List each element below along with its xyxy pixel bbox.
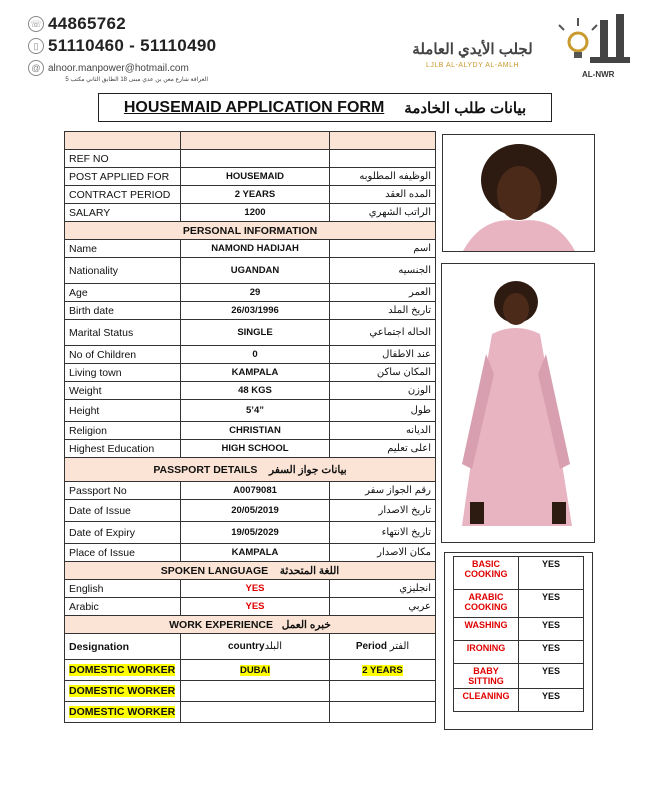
skill-row: IRONING YES [454,641,584,664]
table-row: No of Children 0 عند الاطفال [65,346,436,364]
skill-row: WASHING YES [454,618,584,641]
skill-row: BABY SITTING YES [454,664,584,689]
table-row: Marital Status SINGLE الحاله اجتماعي [65,320,436,346]
table-row: Age 29 العمر [65,284,436,302]
section-heading-passport: PASSPORT DETAILS بيانات جواز السفر [65,458,436,482]
company-name-ar: لجلب الأيدي العاملة [412,41,533,58]
mobile-icon: ▯ [28,38,44,54]
table-row: Date of Expiry 19/05/2029 تاريخ الانتهاء [65,522,436,544]
table-row: Religion CHRISTIAN الديانه [65,422,436,440]
table-row: POST APPLIED FOR HOUSEMAID الوظيفه المطلوبه [65,168,436,186]
table-row: Place of Issue KAMPALA مكان الاصدار [65,544,436,562]
table-row: DOMESTIC WORKER [65,702,436,723]
section-heading-experience: WORK EXPERIENCE خبره العمل [65,616,436,634]
company-logo [410,10,645,80]
table-row: Arabic YES عربي [65,598,436,616]
table-row: Highest Education HIGH SCHOOL اعلى تعليم [65,440,436,458]
phone-main-row [28,14,126,34]
section-heading-language: SPOKEN LANGUAGE اللغة المتحدثة [65,562,436,580]
title-en: HOUSEMAID APPLICATION FORM [123,98,385,116]
experience-header-row: Designation countryالبلد Period الفتر [65,634,436,660]
table-row: Passport No A0079081 رقم الجواز سفر [65,482,436,500]
table-row: SALARY 1200 الراتب الشهري [65,204,436,222]
email-row [28,60,189,76]
table-row: Birth date 26/03/1996 تاريخ الملد [65,302,436,320]
brand: AL-NWR [582,70,615,79]
skills-table [453,556,584,712]
blank-row [65,132,436,150]
email: alnoor.manpower@hotmail.com [48,62,189,74]
table-row: Name NAMOND HADIJAH اسم [65,240,436,258]
table-row: Weight 48 KGS الوزن [65,382,436,400]
table-row: Date of Issue 20/05/2019 تاريخ الاصدار [65,500,436,522]
phone-main: 44865762 [48,14,127,33]
phones-row [28,36,216,56]
table-row: REF NO [65,150,436,168]
table-row: DOMESTIC WORKER [65,681,436,702]
title-ar: بيانات طلب الخادمة [404,99,527,117]
phone-icon: ☏ [28,16,44,32]
table-row: CONTRACT PERIOD 2 YEARS المده العقد [65,186,436,204]
portrait-image [443,135,594,251]
company-name-en: LJLB AL-ALYDY AL-AMLH [425,62,520,69]
skill-row: CLEANING YES [454,689,584,712]
section-heading-personal: PERSONAL INFORMATION [65,222,436,240]
bulb-logo-icon [550,10,645,70]
phones: 51110460 - 51110490 [48,36,217,55]
form-title [98,93,552,122]
portrait-photo [442,134,595,252]
table-row: Living town KAMPALA المكان ساكن [65,364,436,382]
email-icon: @ [28,60,44,76]
full-body-image [442,264,594,542]
application-table [64,131,436,723]
table-row: English YES انجليزي [65,580,436,598]
skill-row: ARABIC COOKING YES [454,590,584,618]
full-body-photo [441,263,595,543]
address: الغرافة شارع معن بن عدي مبنى 18 الطابق الثاني مكتب 5 [65,77,208,83]
skill-row: BASIC COOKING YES [454,557,584,590]
table-row: Height 5’4” طول [65,400,436,422]
table-row: Nationality UGANDAN الجنسيه [65,258,436,284]
table-row: DOMESTIC WORKER DUBAI 2 YEARS [65,660,436,681]
